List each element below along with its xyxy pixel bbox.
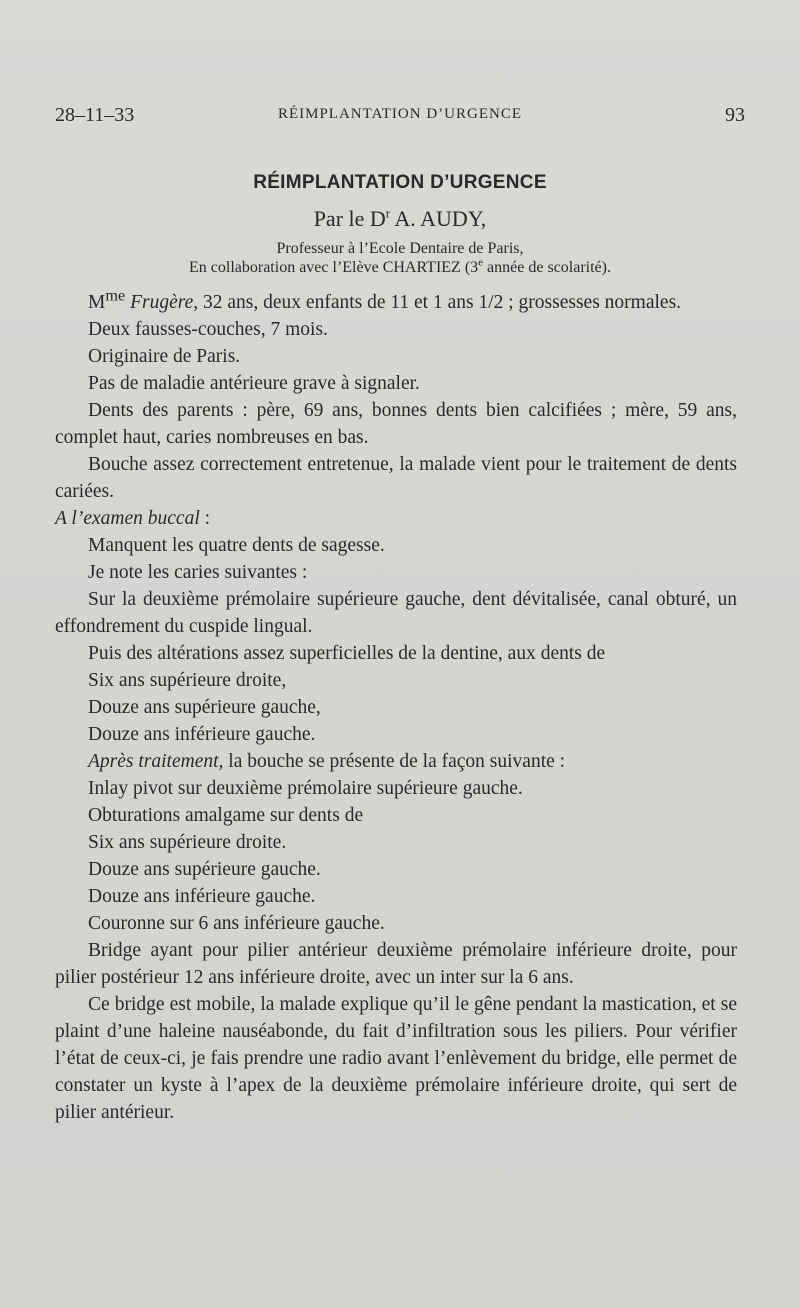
examen-label: A l’examen buccal [55, 508, 200, 529]
article-title: RÉIMPLANTATION D’URGENCE [253, 172, 547, 193]
byline-sup: r [385, 205, 391, 221]
affiliation-line-1: Professeur à l’Ecole Dentaire de Paris, [276, 240, 524, 257]
patient-title-sup: me [105, 286, 126, 305]
apres-label: Après traitement, [88, 751, 224, 772]
patient-details: 32 ans, deux enfants de 11 et 1 ans 1/2 ; grossesses normales. [198, 292, 682, 313]
patient-name: Frugère, [125, 292, 199, 313]
line-douze-ans-3: Douze ans supérieure gauche. [88, 859, 321, 880]
affiliation-line-2a: En collaboration avec l’Elève CHARTIEZ (3 [189, 259, 479, 276]
examen-heading [55, 505, 737, 532]
author-byline [0, 206, 800, 232]
line-originaire: Originaire de Paris. [88, 346, 241, 367]
line-fausses-couches: Deux fausses-couches, 7 mois. [88, 319, 328, 340]
line-couronne: Couronne sur 6 ans inférieure gauche. [88, 913, 385, 934]
line-je-note: Je note les caries suivantes : [88, 562, 308, 583]
paragraph-sur-la-deuxieme: Sur la deuxième prémolaire supérieure gauche, dent dévitalisée, canal obturé, un effondrement du cuspide lingual. [55, 589, 737, 637]
line-six-ans-2: Six ans supérieure droite. [88, 832, 287, 853]
line-puis: Puis des altérations assez superficielles de la dentine, aux dents de [88, 643, 606, 664]
running-head-title: RÉIMPLANTATION D’URGENCE [277, 106, 523, 122]
running-head [55, 104, 745, 132]
line-douze-ans-2: Douze ans inférieure gauche. [88, 724, 316, 745]
article-body [55, 286, 737, 1126]
patient-title: M [88, 292, 106, 313]
affiliation-sup: e [478, 256, 484, 269]
apres-rest: la bouche se présente de la façon suivante : [223, 751, 566, 772]
line-douze-ans-4: Douze ans inférieure gauche. [88, 886, 316, 907]
affiliation-line-2b: année de scolarité). [483, 259, 611, 276]
paragraph-bouche: Bouche assez correctement entretenue, la malade vient pour le traitement de dents cariées. [55, 454, 737, 502]
paragraph-bridge-mobile: Ce bridge est mobile, la malade explique qu’il le gêne pendant la mastication, et se plaint d’une haleine nauséabonde, du fait d’infiltration sous les piliers. Pour vérifier l’état de ceux-ci, je fais prendre une radio avant l’enlèvement du bridge, elle permet de constater un kyste à l’apex de la deuxième prémolaire inférieure droite, qui sert de pilier antérieur. [55, 994, 737, 1123]
byline-prefix: Par le D [313, 206, 386, 231]
line-douze-ans-1: Douze ans supérieure gauche, [88, 697, 321, 718]
paragraph-patient [55, 286, 737, 316]
page-number: 93 [725, 104, 745, 126]
affiliation-line-2 [0, 256, 800, 277]
author-name: A. AUDY, [390, 206, 487, 231]
apres-traitement-line [55, 748, 737, 775]
running-head-date: 28–11–33 [55, 104, 135, 126]
line-inlay: Inlay pivot sur deuxième prémolaire supérieure gauche. [88, 778, 523, 799]
paragraph-dents-parents: Dents des parents : père, 69 ans, bonnes dents bien calcifiées ; mère, 59 ans, complet haut, caries nombreuses en bas. [55, 400, 737, 448]
examen-colon: : [199, 508, 211, 529]
line-manquent: Manquent les quatre dents de sagesse. [88, 535, 385, 556]
line-six-ans-1: Six ans supérieure droite, [88, 670, 287, 691]
line-obturations: Obturations amalgame sur dents de [88, 805, 364, 826]
line-pas-de-maladie: Pas de maladie antérieure grave à signaler. [88, 373, 420, 394]
paragraph-bridge: Bridge ayant pour pilier antérieur deuxième prémolaire inférieure droite, pour pilier postérieur 12 ans inférieure droite, avec un inter sur la 6 ans. [55, 940, 737, 988]
